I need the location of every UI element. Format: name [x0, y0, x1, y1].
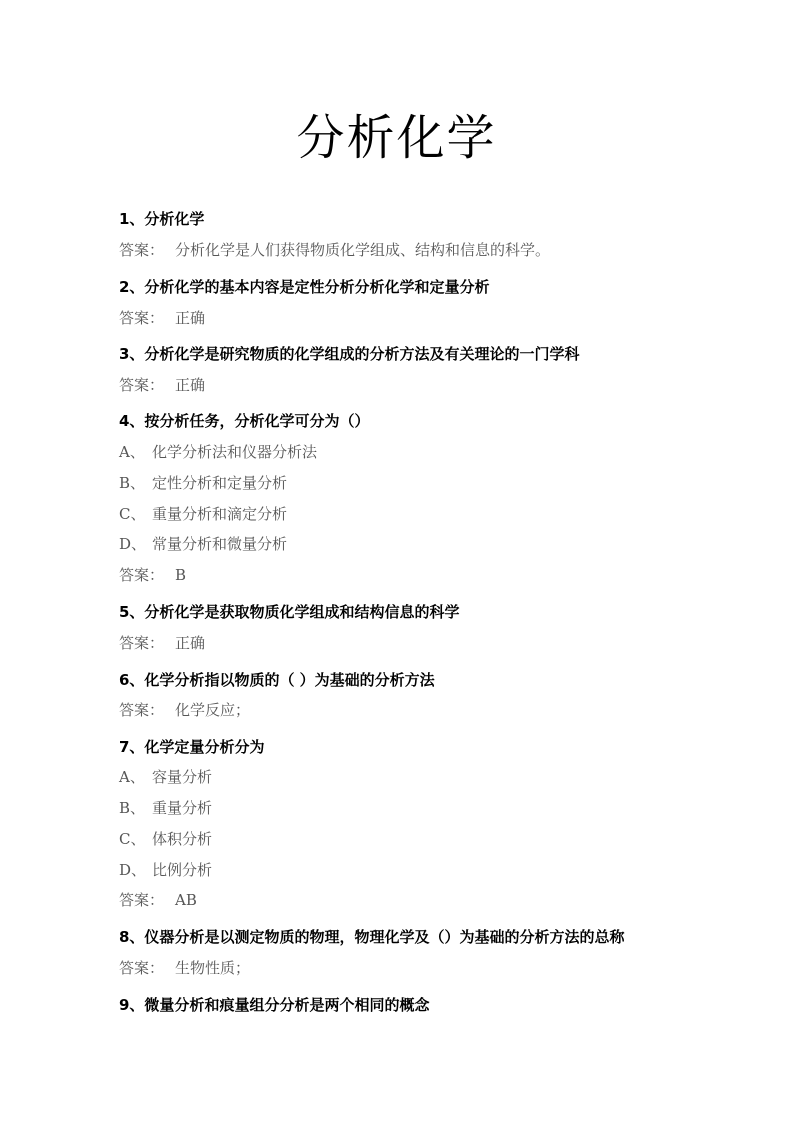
option-a	[119, 442, 317, 462]
answer-text: 分析化学是人们获得物质化学组成、结构和信息的科学。	[175, 241, 551, 259]
answer-text: 化学反应；	[175, 701, 251, 719]
question-6: 6、化学分析指以物质的（ ）为基础的分析方法	[119, 671, 435, 689]
question-1: 1、分析化学	[119, 210, 205, 228]
answer-label: 答案：	[119, 891, 165, 909]
answer-label: 答案：	[119, 701, 165, 719]
option-d	[119, 860, 212, 880]
answer-label: 答案：	[119, 376, 165, 394]
page-title: 分析化学	[296, 110, 497, 166]
answer-text: B	[175, 566, 187, 584]
option-text: 重量分析和滴定分析	[152, 505, 288, 523]
option-label: C、	[119, 505, 146, 523]
option-c	[119, 504, 287, 524]
option-d	[119, 534, 287, 554]
answer-1	[119, 240, 550, 260]
answer-text: 正确	[175, 376, 206, 394]
answer-3	[119, 375, 205, 395]
answer-label: 答案：	[119, 241, 165, 259]
option-b	[119, 473, 287, 493]
question-2: 2、分析化学的基本内容是定性分析分析化学和定量分析	[119, 278, 490, 296]
option-text: 定性分析和定量分析	[152, 474, 288, 492]
option-a	[119, 767, 212, 787]
option-label: A、	[119, 768, 145, 786]
option-c	[119, 829, 212, 849]
answer-5	[119, 633, 205, 653]
answer-label: 答案：	[119, 634, 165, 652]
option-label: B、	[119, 799, 146, 817]
option-b	[119, 798, 212, 818]
option-label: B、	[119, 474, 146, 492]
answer-4	[119, 565, 186, 585]
answer-2	[119, 308, 205, 328]
option-label: D、	[119, 861, 147, 879]
question-9: 9、微量分析和痕量组分分析是两个相同的概念	[119, 996, 430, 1014]
question-7: 7、化学定量分析分为	[119, 738, 265, 756]
answer-text: AB	[175, 891, 197, 909]
option-label: D、	[119, 535, 147, 553]
answer-text: 正确	[175, 634, 206, 652]
answer-6	[119, 700, 250, 720]
question-8: 8、仪器分析是以测定物质的物理，物理化学及（）为基础的分析方法的总称	[119, 928, 625, 946]
question-4: 4、按分析任务，分析化学可分为（）	[119, 412, 370, 430]
answer-text: 正确	[175, 309, 206, 327]
option-text: 常量分析和微量分析	[152, 535, 288, 553]
option-label: C、	[119, 830, 146, 848]
answer-text: 生物性质；	[175, 959, 251, 977]
option-text: 容量分析	[152, 768, 213, 786]
option-text: 体积分析	[152, 830, 213, 848]
option-text: 比例分析	[152, 861, 213, 879]
question-5: 5、分析化学是获取物质化学组成和结构信息的科学	[119, 603, 460, 621]
option-text: 重量分析	[152, 799, 213, 817]
answer-label: 答案：	[119, 959, 165, 977]
answer-label: 答案：	[119, 309, 165, 327]
answer-8	[119, 958, 250, 978]
answer-7	[119, 890, 197, 910]
question-3: 3、分析化学是研究物质的化学组成的分析方法及有关理论的一门学科	[119, 345, 580, 363]
answer-label: 答案：	[119, 566, 165, 584]
option-text: 化学分析法和仪器分析法	[152, 443, 318, 461]
option-label: A、	[119, 443, 145, 461]
